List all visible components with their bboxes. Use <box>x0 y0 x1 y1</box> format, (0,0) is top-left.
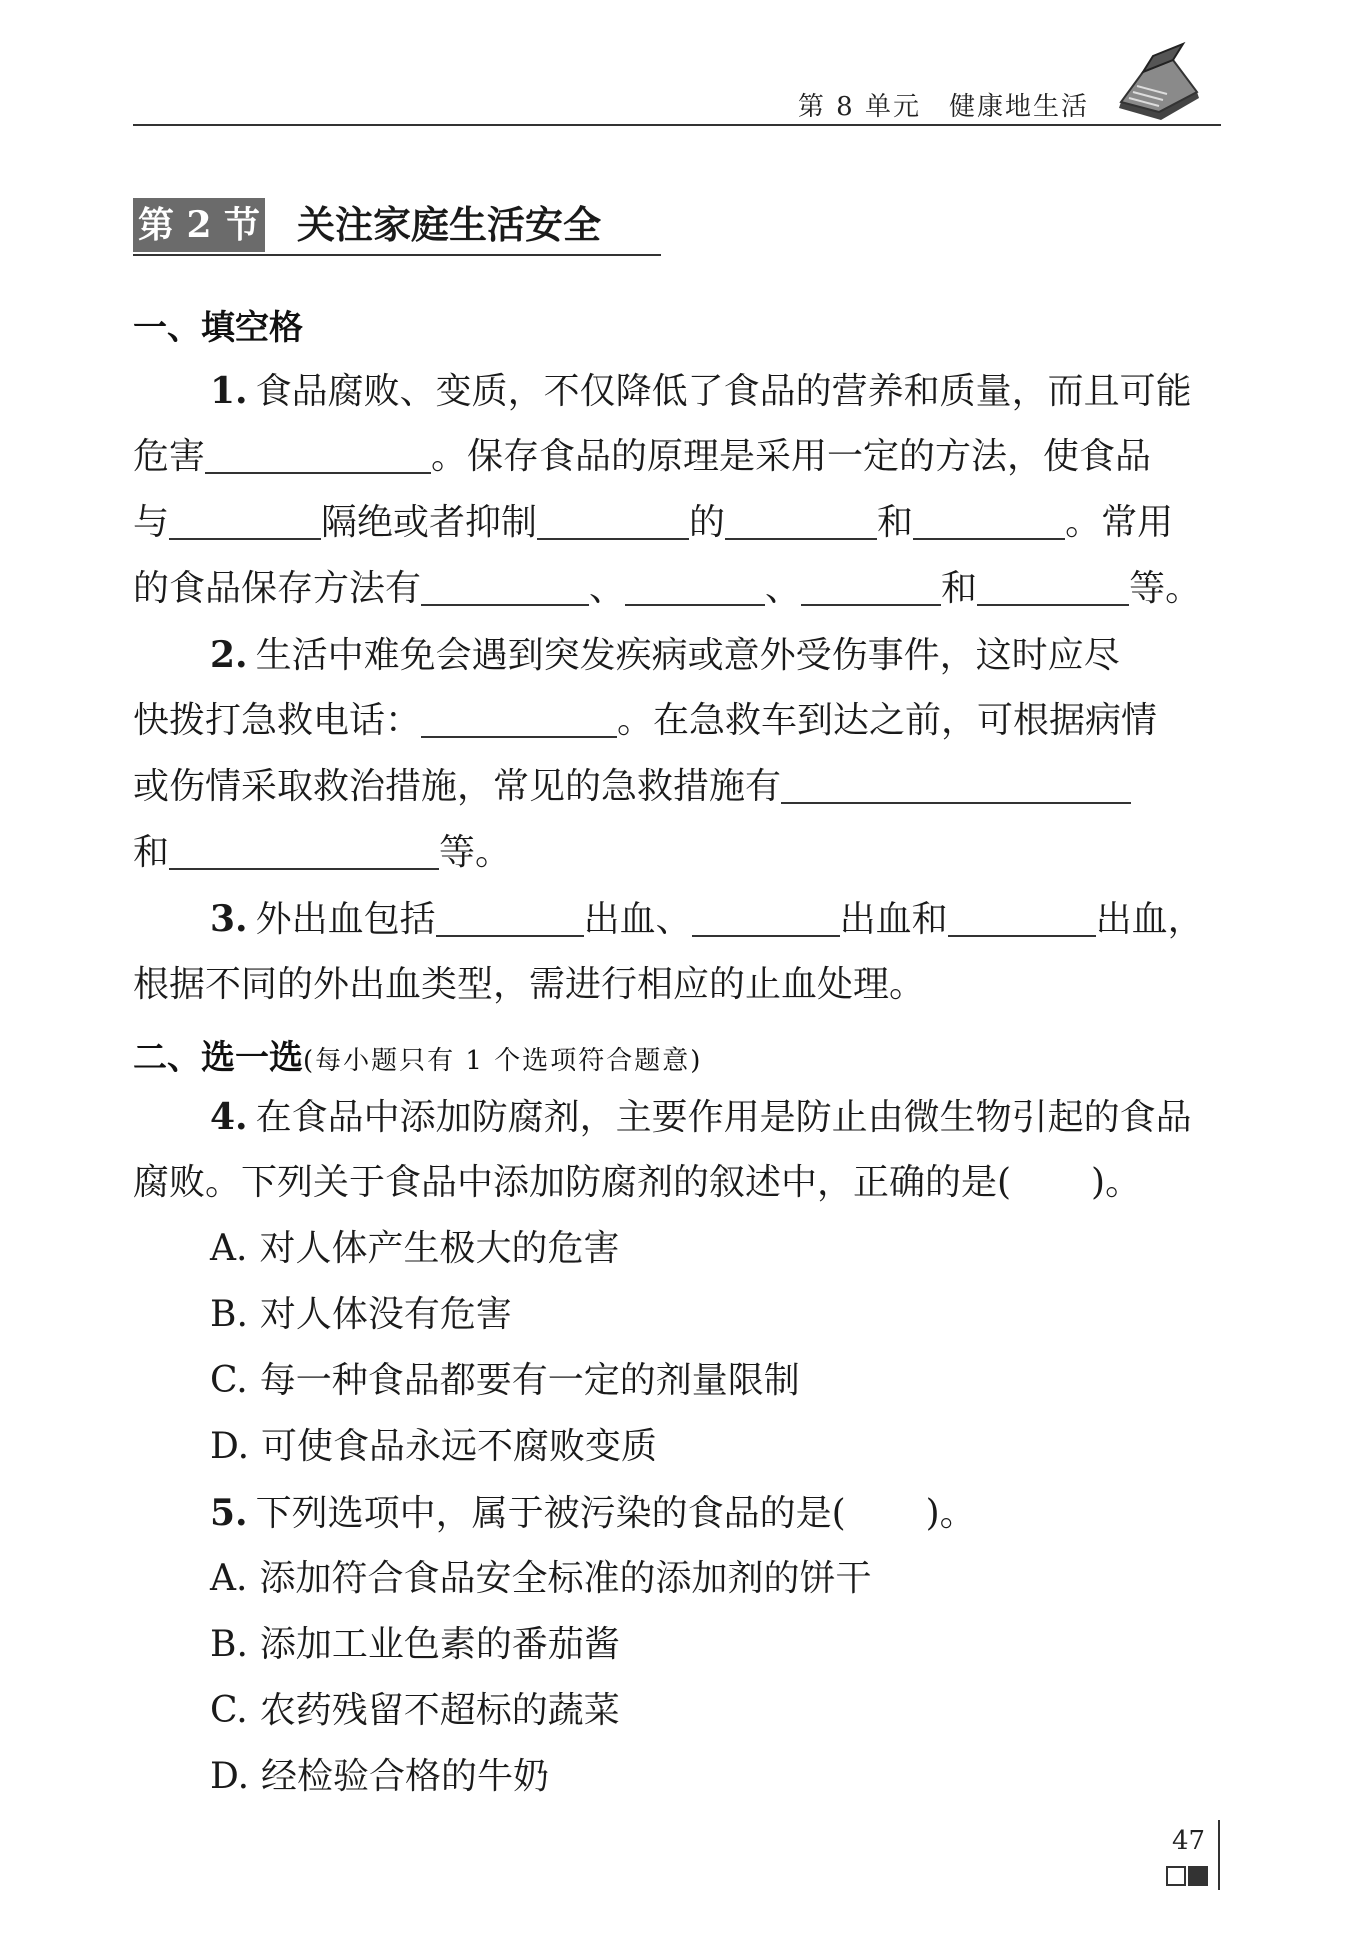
q4-line-2: 腐败。下列关于食品中添加防腐剂的叙述中，正确的是( )。 <box>133 1162 1142 1203</box>
part1-heading: 一、填空格 <box>133 308 303 348</box>
q2-blank-1[interactable] <box>421 700 617 738</box>
q1-blank-9[interactable] <box>977 568 1129 606</box>
q1-blank-6[interactable] <box>421 568 589 606</box>
q5-option-b[interactable]: B. 添加工业色素的番茄酱 <box>210 1624 620 1665</box>
q1-line-3: 与 隔绝或者抑制 的 和 。常用 <box>133 502 1174 543</box>
section-label: 第 2 节 <box>133 198 265 252</box>
q5-line-1: 5. 下列选项中，属于被污染的食品的是( )。 <box>210 1492 976 1534</box>
book-icon <box>1113 38 1203 122</box>
q1-blank-4[interactable] <box>725 502 877 540</box>
q5-number: 5. <box>210 1492 248 1534</box>
q4-line-1: 4. 在食品中添加防腐剂，主要作用是防止由微生物引起的食品 <box>210 1096 1192 1138</box>
q4-option-c[interactable]: C. 每一种食品都要有一定的剂量限制 <box>210 1360 800 1401</box>
page-number-rule <box>1218 1820 1220 1890</box>
section-title <box>133 198 661 256</box>
q1-blank-2[interactable] <box>169 502 321 540</box>
section-name: 关注家庭生活安全 <box>297 202 602 247</box>
q1-blank-3[interactable] <box>537 502 689 540</box>
q1-number: 1. <box>210 370 248 412</box>
q2-line-4: 和 等。 <box>133 832 512 873</box>
part2-heading: 二、选一选(每小题只有 1 个选项符合题意) <box>133 1038 703 1078</box>
q4-option-d[interactable]: D. 可使食品永远不腐败变质 <box>210 1426 658 1467</box>
outline-square-icon <box>1166 1866 1186 1886</box>
q3-blank-2[interactable] <box>692 899 840 937</box>
q3-line-2: 根据不同的外出血类型，需进行相应的止血处理。 <box>133 964 926 1005</box>
q3-line-1: 3. 外出血包括 出血、 出血和 出血， <box>210 898 1204 940</box>
q4-option-b[interactable]: B. 对人体没有危害 <box>210 1294 512 1335</box>
q4-number: 4. <box>210 1096 248 1138</box>
q1-blank-8[interactable] <box>801 568 941 606</box>
page-number: 47 <box>1172 1826 1206 1856</box>
running-header <box>133 82 1221 126</box>
q2-blank-3[interactable] <box>169 832 439 870</box>
q2-line-3: 或伤情采取救治措施，常见的急救措施有 <box>133 762 1223 812</box>
q1-line-1: 1. 食品腐败、变质，不仅降低了食品的营养和质量，而且可能 <box>210 370 1192 412</box>
q2-blank-2[interactable] <box>781 766 1131 804</box>
q1-blank-5[interactable] <box>913 502 1065 540</box>
q2-line-2: 快拨打急救电话： 。在急救车到达之前，可根据病情 <box>133 700 1158 741</box>
filled-square-icon <box>1188 1866 1208 1886</box>
q1-blank-1[interactable] <box>205 436 431 474</box>
q5-option-a[interactable]: A. 添加符合食品安全标准的添加剂的饼干 <box>210 1558 872 1599</box>
q4-option-a[interactable]: A. 对人体产生极大的危害 <box>210 1228 620 1269</box>
q2-line-1: 2. 生活中难免会遇到突发疾病或意外受伤事件，这时应尽 <box>210 634 1120 676</box>
q1-blank-7[interactable] <box>625 568 765 606</box>
q3-blank-1[interactable] <box>436 899 584 937</box>
part2-note: (每小题只有 1 个选项符合题意) <box>303 1046 703 1076</box>
page-marker-icon <box>1166 1866 1210 1884</box>
q3-blank-3[interactable] <box>948 899 1096 937</box>
q3-number: 3. <box>210 898 248 940</box>
q5-option-c[interactable]: C. 农药残留不超标的蔬菜 <box>210 1690 620 1731</box>
q2-number: 2. <box>210 634 248 676</box>
q5-option-d[interactable]: D. 经检验合格的牛奶 <box>210 1756 550 1797</box>
q1-line-4: 的食品保存方法有 、 、 和 等。 <box>133 568 1202 609</box>
unit-title: 第 8 单元 健康地生活 <box>797 92 1089 122</box>
q1-line-2: 危害 。保存食品的原理是采用一定的方法，使食品 <box>133 436 1152 477</box>
